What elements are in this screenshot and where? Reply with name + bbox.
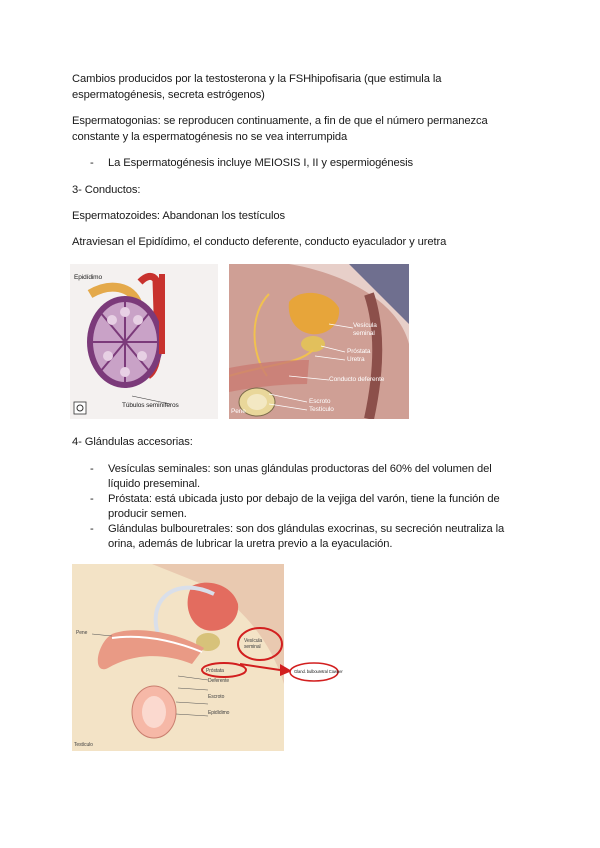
label-pene: Pene bbox=[76, 630, 88, 636]
figure-aparato-reproductor bbox=[229, 264, 409, 419]
annotation-arrow bbox=[240, 650, 340, 700]
label-epididimo: Epidídimo bbox=[74, 274, 103, 281]
label-prostata: Próstata bbox=[206, 668, 224, 674]
label-pene: Pene bbox=[231, 408, 246, 415]
paragraph-espermatogonias-line1: Espermatogonias: se reproducen continuamente, a fin de que el número permanezca bbox=[72, 115, 488, 127]
bullet-prostata-line1: Próstata: está ubicada justo por debajo de la vejiga del varón, tiene la función de bbox=[108, 493, 500, 505]
bullet-bulbouretrales-line2: orina, además de lubricar la uretra previo a la eyaculación. bbox=[108, 538, 393, 550]
label-seminal: seminal bbox=[244, 644, 261, 650]
label-prostata: Próstata bbox=[347, 348, 371, 355]
label-deferente: Deferente bbox=[208, 678, 230, 684]
heading-conductos: 3- Conductos: bbox=[72, 184, 141, 196]
label-uretra: Uretra bbox=[347, 356, 365, 363]
bullet-dash: - bbox=[90, 523, 94, 535]
bullet-dash: - bbox=[90, 157, 94, 169]
paragraph-hormonas-line1: Cambios producidos por la testosterona y la FSHhipofisaria (que estimula la bbox=[72, 73, 442, 85]
label-escroto: Escroto bbox=[208, 694, 225, 700]
bullet-vesiculas-line2: líquido preseminal. bbox=[108, 478, 201, 490]
label-conducto-deferente: Conducto deferente bbox=[329, 376, 385, 383]
label-escroto: Escroto bbox=[309, 398, 331, 405]
figure-testiculo-corte bbox=[70, 264, 218, 419]
bullet-prostata-line2: producir semen. bbox=[108, 508, 187, 520]
label-vesicula: Vesícula bbox=[353, 322, 377, 329]
paragraph-espermatogonias-line2: constante y la espermatogénesis no se vea interrumpida bbox=[72, 131, 348, 143]
bullet-bulbouretrales-line1: Glándulas bulbouretrales: son dos glándulas exocrinas, su secreción neutraliza la bbox=[108, 523, 505, 535]
heading-glandulas: 4- Glándulas accesorias: bbox=[72, 436, 193, 448]
label-testiculo: Testículo bbox=[309, 406, 334, 413]
label-vesicula: Vesícula bbox=[244, 638, 263, 644]
paragraph-espermatozoides: Espermatozoides: Abandonan los testículos bbox=[72, 210, 285, 222]
paragraph-conductos-recorrido: Atraviesan el Epidídimo, el conducto deferente, conducto eyaculador y uretra bbox=[72, 236, 447, 248]
label-tubulos-seminiferos: Túbulos seminíferos bbox=[122, 402, 179, 409]
bullet-dash: - bbox=[90, 493, 94, 505]
label-epididimo: Epidídimo bbox=[208, 710, 230, 716]
label-bulbouretral: Gland. bulbouretral Cowper bbox=[294, 669, 343, 674]
bullet-dash: - bbox=[90, 463, 94, 475]
label-testiculo: Testículo bbox=[74, 742, 93, 748]
label-seminal: seminal bbox=[353, 330, 375, 337]
bullet-meiosis: La Espermatogénesis incluye MEIOSIS I, II y espermiogénesis bbox=[108, 157, 414, 169]
paragraph-hormonas-line2: espermatogénesis, secreta estrógenos) bbox=[72, 89, 265, 101]
bullet-vesiculas-line1: Vesículas seminales: son unas glándulas productoras del 60% del volumen del bbox=[108, 463, 492, 475]
